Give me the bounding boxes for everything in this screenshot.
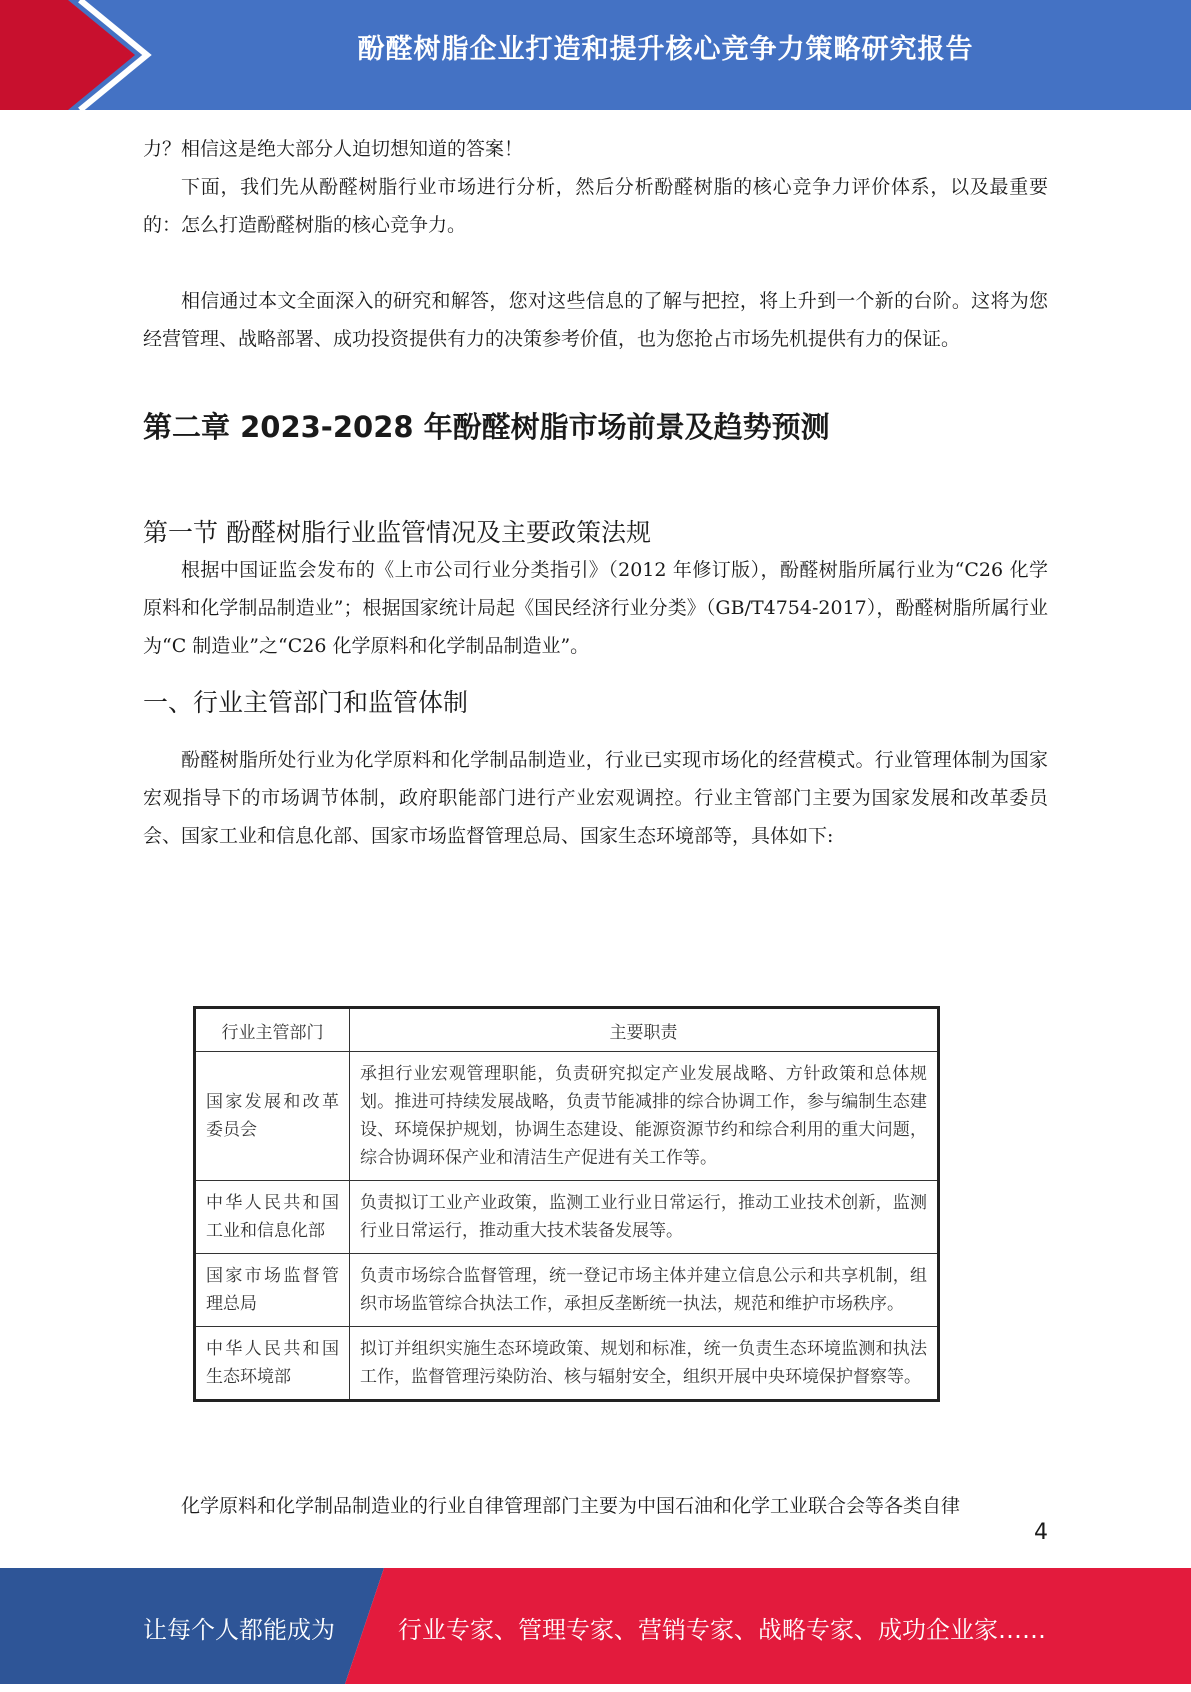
paragraph-regulation: 酚醛树脂所处行业为化学原料和化学制品制造业，行业已实现市场化的经营模式。行业管理体制为国家宏观指导下的市场调节体制，政府职能部门进行产业宏观调控。行业主管部门主要为国家发展和改革委员会、国家工业和信息化部、国家市场监督管理总局、国家生态环境部等，具体如下: xyxy=(143,749,1048,847)
page-number: 4 xyxy=(1034,1520,1048,1545)
paragraph-intro: 下面，我们先从酚醛树脂行业市场进行分析，然后分析酚醛树脂的核心竞争力评价体系，以及最重要的：怎么打造酚醛树脂的核心竞争力。 xyxy=(143,176,1048,236)
paragraph-continuation: 力？相信这是绝大部分人迫切想知道的答案！ xyxy=(143,138,524,160)
red-chevron-graphic xyxy=(0,0,160,110)
page-footer xyxy=(0,1568,1191,1684)
department-cell: 国家市场监督管理总局 xyxy=(195,1254,350,1327)
report-title: 酚醛树脂企业打造和提升核心竞争力策略研究报告 xyxy=(357,34,974,65)
duty-cell: 承担行业宏观管理职能，负责研究拟定产业发展战略、方针政策和总体规划。推进可持续发展战略，负责节能减排的综合协调工作，参与编制生态建设、环境保护规划，协调生态建设、能源资源节约和综合利用的重大问题，综合协调环保产业和清洁生产促进有关工作等。 xyxy=(350,1052,939,1181)
chapter-title: 第二章 2023-2028 年酚醛树脂市场前景及趋势预测 xyxy=(143,410,830,444)
regulator-table xyxy=(193,1006,940,1402)
duty-cell: 负责拟订工业产业政策，监测工业行业日常运行，推动工业技术创新，监测行业日常运行，推动重大技术装备发展等。 xyxy=(350,1181,939,1254)
table-header-row xyxy=(195,1008,939,1052)
duty-cell: 拟订并组织实施生态环境政策、规划和标准，统一负责生态环境监测和执法工作，监督管理污染防治、核与辐射安全，组织开展中央环境保护督察等。 xyxy=(350,1327,939,1401)
department-cell: 中华人民共和国生态环境部 xyxy=(195,1327,350,1401)
paragraph-value: 相信通过本文全面深入的研究和解答，您对这些信息的了解与把控，将上升到一个新的台阶。这将为您经营管理、战略部署、成功投资提供有力的决策参考价值，也为您抢占市场先机提供有力的保证。 xyxy=(143,290,1048,350)
table-row xyxy=(195,1327,939,1401)
column-header-department: 行业主管部门 xyxy=(195,1008,350,1052)
department-cell: 中华人民共和国工业和信息化部 xyxy=(195,1181,350,1254)
page-header xyxy=(0,0,1191,110)
department-cell: 国家发展和改革委员会 xyxy=(195,1052,350,1181)
section-title: 第一节 酚醛树脂行业监管情况及主要政策法规 xyxy=(143,518,651,547)
subheading-regulators: 一、行业主管部门和监管体制 xyxy=(143,688,469,717)
table-row xyxy=(195,1181,939,1254)
table-row xyxy=(195,1052,939,1181)
paragraph-classification: 根据中国证监会发布的《上市公司行业分类指引》（2012 年修订版），酚醛树脂所属行业为“C26 化学原料和化学制品制造业”；根据国家统计局起《国民经济行业分类》（GB/T4754-2017），酚醛树脂所属行业为“C 制造业”之“C26 化学原料和化学制品制造业”。 xyxy=(143,559,1048,657)
paragraph-self-regulation: 化学原料和化学制品制造业的行业自律管理部门主要为中国石油和化学工业联合会等各类自律 xyxy=(181,1495,961,1517)
column-header-duties: 主要职责 xyxy=(350,1008,939,1052)
table-row xyxy=(195,1254,939,1327)
footer-slogan-right: 行业专家、管理专家、营销专家、战略专家、成功企业家…… xyxy=(398,1616,1046,1644)
main-content xyxy=(143,130,1048,855)
footer-slogan-left: 让每个人都能成为 xyxy=(143,1616,335,1644)
duty-cell: 负责市场综合监督管理，统一登记市场主体并建立信息公示和共享机制，组织市场监管综合执法工作，承担反垄断统一执法，规范和维护市场秩序。 xyxy=(350,1254,939,1327)
